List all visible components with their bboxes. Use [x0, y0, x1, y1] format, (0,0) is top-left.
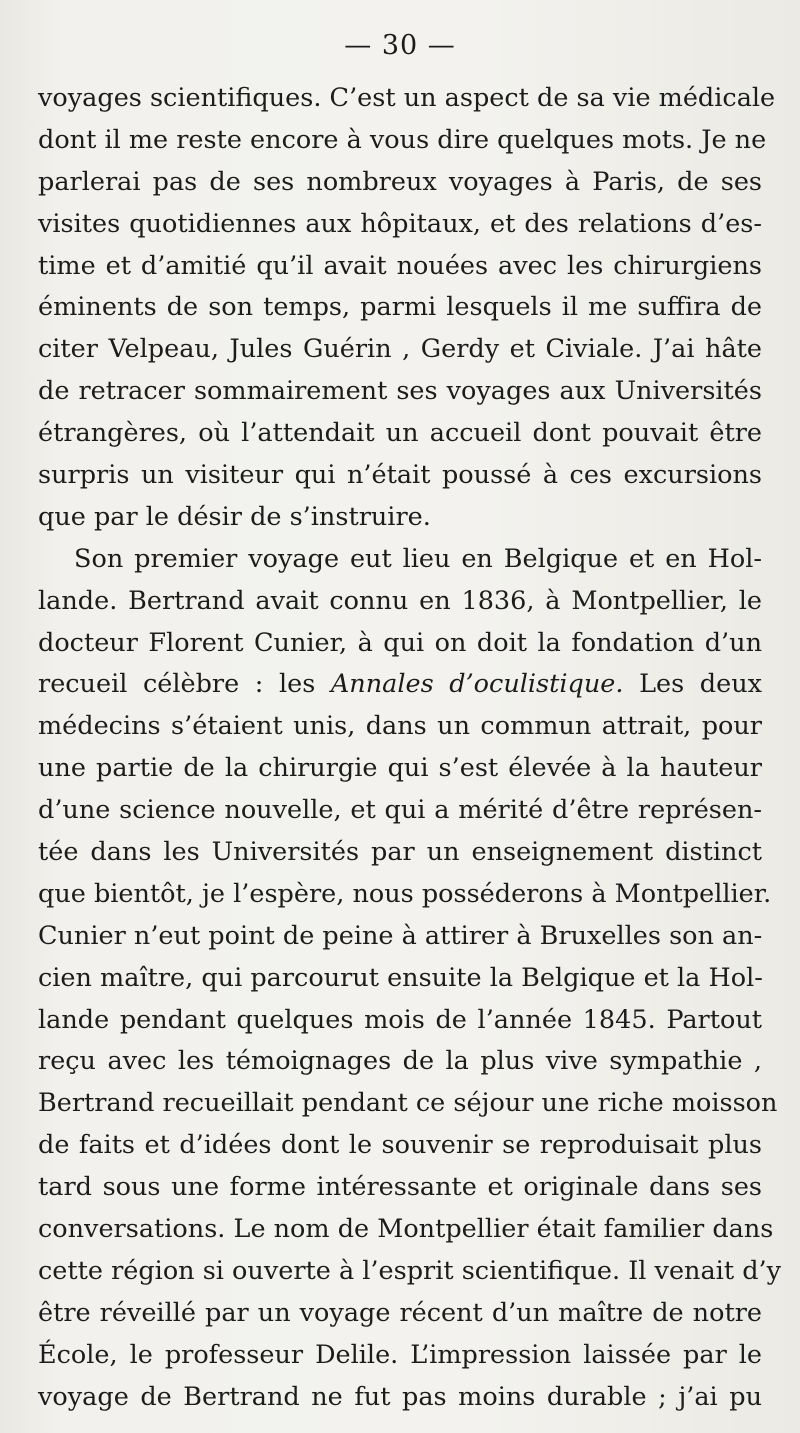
text-line: cette région si ouverte à l’esprit scientifique. Il venait d’y: [38, 1255, 782, 1286]
text-line: une partie de la chirurgie qui s’est élevée à la hauteur: [38, 753, 762, 784]
text-line: time et d’amitié qu’il avait nouées avec les chirurgiens: [38, 250, 762, 281]
text-line: lande. Bertrand avait connu en 1836, à Montpellier, le: [38, 585, 762, 616]
text-line: de retracer sommairement ses voyages aux Universités: [38, 376, 762, 407]
text-line: voyages scientifiques. C’est un aspect de sa vie médicale: [38, 83, 776, 113]
page-number: — 30 —: [344, 30, 456, 61]
text-line: surpris un visiteur qui n’était poussé à ces excursions: [38, 460, 762, 491]
text-line: dont il me reste encore à vous dire quelques mots. Je ne: [38, 124, 767, 155]
body-text: [38, 78, 782, 1419]
text-line: étrangères, où l’attendait un accueil dont pouvait être: [38, 418, 762, 449]
text-line: être réveillé par un voyage récent d’un maître de notre: [38, 1297, 762, 1328]
text-line: que bientôt, je l’espère, nous posséderons à Montpellier.: [38, 878, 772, 909]
text-line: de faits et d’idées dont le souvenir se reproduisait plus: [38, 1130, 762, 1161]
text-line: tard sous une forme intéressante et originale dans ses: [38, 1172, 762, 1203]
text-line: que par le désir de s’instruire.: [38, 501, 431, 532]
text-line: citer Velpeau, Jules Guérin , Gerdy et Civiale. J’ai hâte: [38, 334, 762, 365]
text-run: recueil célèbre : les: [38, 669, 331, 700]
paragraph: [38, 539, 782, 1419]
text-line: lande pendant quelques mois de l’année 1845. Partout: [38, 1004, 762, 1035]
text-line-with-title: [38, 664, 762, 706]
text-line: visites quotidiennes aux hôpitaux, et des relations d’es-: [38, 208, 762, 239]
text-line: voyage de Bertrand ne fut pas moins durable ; j’ai pu: [38, 1381, 762, 1412]
text-run: Les deux: [623, 669, 762, 700]
text-line: d’une science nouvelle, et qui a mérité d’être représen-: [38, 795, 762, 826]
text-line: Bertrand recueillait pendant ce séjour une riche moisson: [38, 1088, 778, 1119]
text-line: conversations. Le nom de Montpellier était familier dans: [38, 1214, 774, 1245]
text-line: reçu avec les témoignages de la plus vive sympathie ,: [38, 1046, 762, 1077]
journal-title: Annales d’oculistique.: [330, 669, 624, 700]
text-line: tée dans les Universités par un enseignement distinct: [38, 837, 762, 868]
text-line: École, le professeur Delile. L’impression laissée par le: [38, 1339, 762, 1370]
text-line: éminents de son temps, parmi lesquels il me suffira de: [38, 292, 762, 323]
text-line: parlerai pas de ses nombreux voyages à Paris, de ses: [38, 166, 762, 197]
text-line: Cunier n’eut point de peine à attirer à Bruxelles son an-: [38, 920, 763, 951]
text-line: Son premier voyage eut lieu en Belgique et en Hol-: [74, 543, 762, 574]
text-line: cien maître, qui parcourut ensuite la Belgique et la Hol-: [38, 962, 763, 993]
text-line: docteur Florent Cunier, à qui on doit la fondation d’un: [38, 627, 762, 658]
text-line: médecins s’étaient unis, dans un commun attrait, pour: [38, 711, 762, 742]
paragraph: [38, 78, 776, 539]
